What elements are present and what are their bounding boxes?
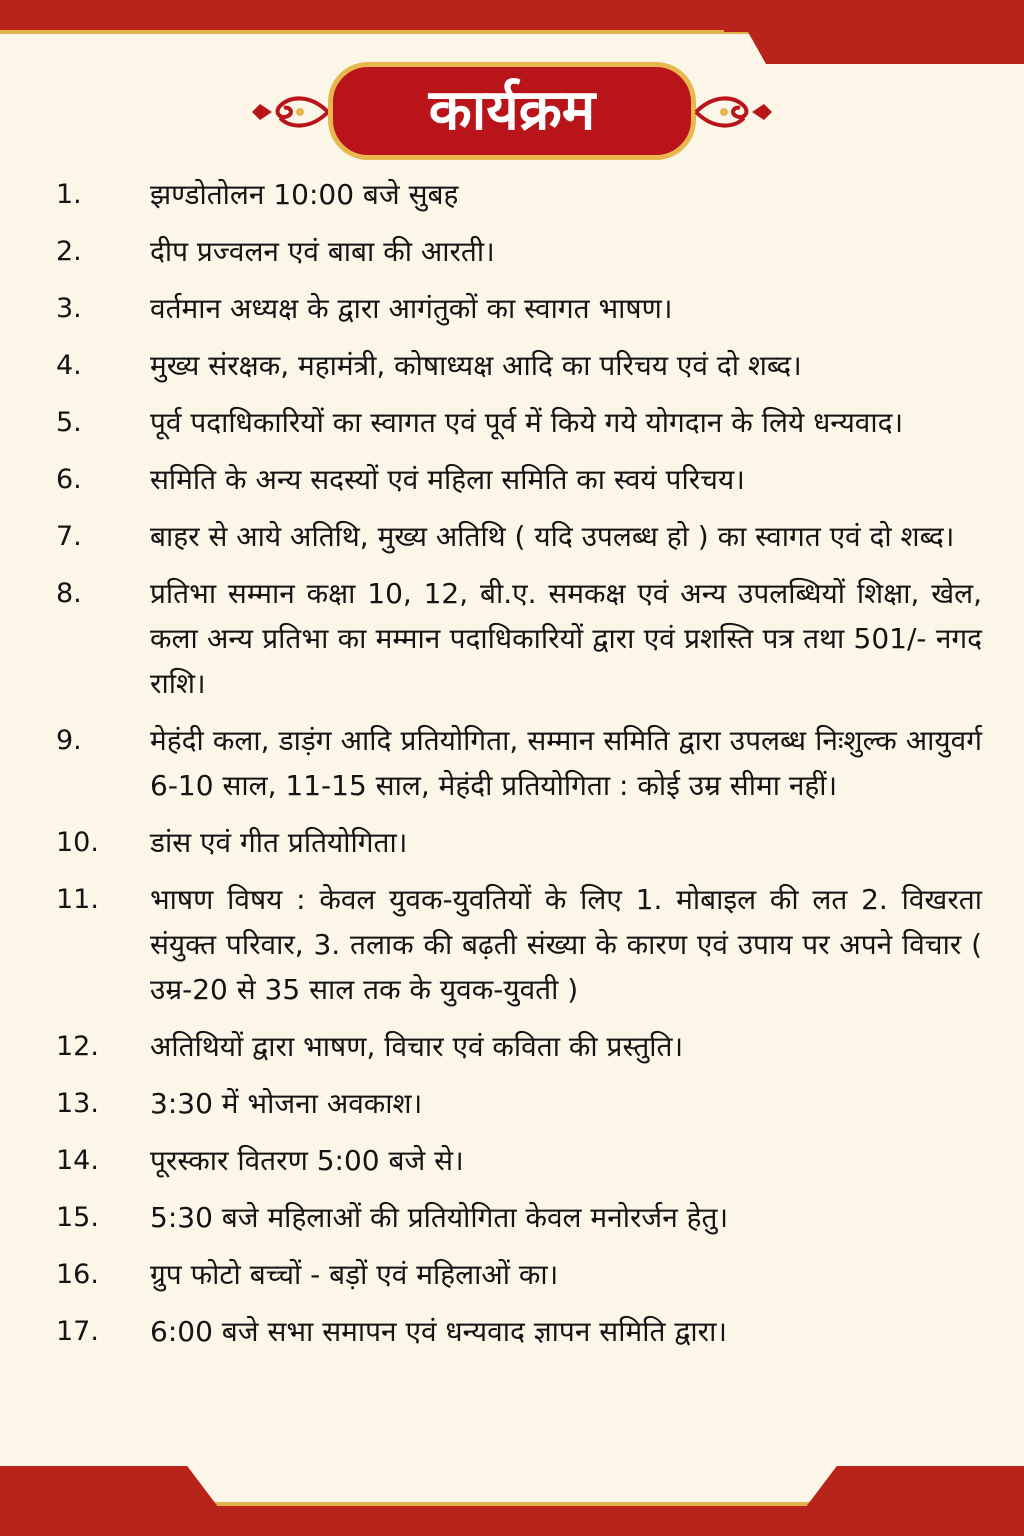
- list-item: [0, 718, 1024, 808]
- item-number: 4.: [56, 350, 82, 381]
- item-number: 10.: [56, 827, 99, 858]
- item-number: 8.: [56, 578, 82, 609]
- item-text: डांस एवं गीत प्रतियोगिता।: [150, 826, 408, 859]
- list-item: [0, 514, 1024, 559]
- list-item: [0, 1024, 1024, 1069]
- list-item: [0, 571, 1024, 706]
- item-number: 1.: [56, 179, 82, 210]
- floral-ornament-left-icon: [250, 84, 330, 140]
- item-number: 6.: [56, 464, 82, 495]
- item-text: 3:30 में भोजना अवकाश।: [150, 1087, 423, 1120]
- list-item: [0, 820, 1024, 865]
- item-text: दीप प्रज्वलन एवं बाबा की आरती।: [150, 235, 495, 268]
- list-item: [0, 1309, 1024, 1354]
- list-item: [0, 1081, 1024, 1126]
- item-number: 2.: [56, 236, 82, 267]
- item-text: मेहंदी कला, डाड़ंग आदि प्रतियोगिता, सम्मान समिति द्वारा उपलब्ध निःशुल्क आयुवर्ग 6-10 साल, 11-15 साल, मेहंदी प्रतियोगिता : कोई उम्र सीमा नहीं।: [150, 724, 982, 802]
- bottom-left-corner-decoration: [0, 1466, 240, 1536]
- list-item: [0, 343, 1024, 388]
- item-number: 15.: [56, 1202, 99, 1233]
- item-text: ग्रुप फोटो बच्चों - बड़ों एवं महिलाओं का।: [150, 1258, 559, 1291]
- item-number: 12.: [56, 1031, 99, 1062]
- floral-ornament-right-icon: [694, 84, 774, 140]
- item-text: पूरस्कार वितरण 5:00 बजे से।: [150, 1144, 464, 1177]
- list-item: [0, 1252, 1024, 1297]
- item-text: पूर्व पदाधिकारियों का स्वागत एवं पूर्व में किये गये योगदान के लिये धन्यवाद।: [150, 406, 904, 439]
- item-text: 6:00 बजे सभा समापन एवं धन्यवाद ज्ञापन समिति द्वारा।: [150, 1315, 727, 1348]
- item-number: 3.: [56, 293, 82, 324]
- list-item: [0, 172, 1024, 217]
- title-plate: [328, 62, 696, 160]
- top-right-corner-decoration: [724, 0, 1024, 64]
- list-item: [0, 229, 1024, 274]
- item-number: 5.: [56, 407, 82, 438]
- list-item: [0, 457, 1024, 502]
- item-text: वर्तमान अध्यक्ष के द्वारा आगंतुकों का स्वागत भाषण।: [150, 292, 673, 325]
- list-item: [0, 400, 1024, 445]
- item-text: अतिथियों द्वारा भाषण, विचार एवं कविता की प्रस्तुति।: [150, 1030, 684, 1063]
- item-text: समिति के अन्य सदस्यों एवं महिला समिति का स्वयं परिचय।: [150, 463, 745, 496]
- bottom-right-corner-decoration: [784, 1466, 1024, 1536]
- item-text: प्रतिभा सम्मान कक्षा 10, 12, बी.ए. समकक्ष एवं अन्य उपलब्धियों शिक्षा, खेल, कला अन्य प्रतिभा का मम्मान पदाधिकारियों द्वारा एवं प्रशस्ति पत्र तथा 501/- नगद राशि।: [150, 577, 982, 700]
- item-text: बाहर से आये अतिथि, मुख्य अतिथि ( यदि उपलब्ध हो ) का स्वागत एवं दो शब्द।: [150, 520, 955, 553]
- page-title: कार्यक्रम: [428, 78, 596, 143]
- item-text: 5:30 बजे महिलाओं की प्रतियोगिता केवल मनोरर्जन हेतु।: [150, 1201, 729, 1234]
- item-text: झण्डोतोलन 10:00 बजे सुबह: [150, 178, 459, 211]
- list-item: [0, 1138, 1024, 1183]
- item-number: 11.: [56, 884, 99, 915]
- top-gold-trim: [0, 30, 760, 34]
- title-banner: [250, 62, 774, 162]
- item-number: 17.: [56, 1316, 99, 1347]
- list-item: [0, 286, 1024, 331]
- item-text: मुख्य संरक्षक, महामंत्री, कोषाध्यक्ष आदि का परिचय एवं दो शब्द।: [150, 349, 802, 382]
- item-number: 7.: [56, 521, 82, 552]
- item-number: 9.: [56, 725, 82, 756]
- program-list: [0, 172, 1024, 1366]
- item-number: 13.: [56, 1088, 99, 1119]
- item-text: भाषण विषय : केवल युवक-युवतियों के लिए 1. मोबाइल की लत 2. विखरता संयुक्त परिवार, 3. तलाक की बढ़ती संख्या के कारण एवं उपाय पर अपने विचार ( उम्र-20 से 35 साल तक के युवक-युवती ): [150, 883, 982, 1006]
- item-number: 14.: [56, 1145, 99, 1176]
- list-item: [0, 1195, 1024, 1240]
- list-item: [0, 877, 1024, 1012]
- item-number: 16.: [56, 1259, 99, 1290]
